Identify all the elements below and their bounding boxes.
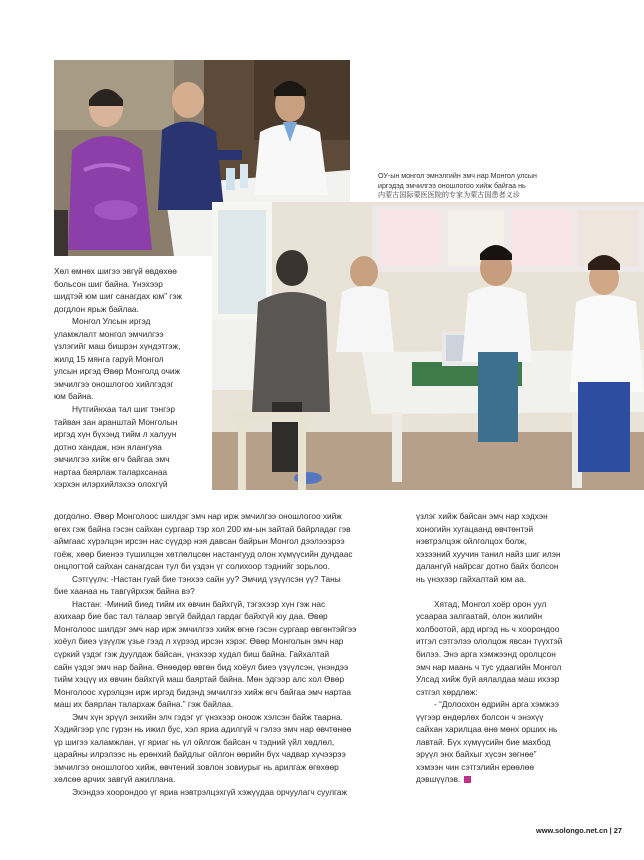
caption-line: ОУ-ын монгол эмнэлгийн эмч нар Монгол улсын xyxy=(378,172,537,180)
text-line: үр шигээ халамжлан, үг яриаг нь үл ойлгож байсан ч тэдний үйл хөдлөл, xyxy=(54,736,335,747)
text-line: догдлон ярьж байлаа. xyxy=(54,303,139,314)
text-line: Улсад хийж буй аялалдаа маш ихээр xyxy=(416,674,560,685)
text-line: Эмч хүн эрүүл энхийн элч гэдэг үг үнэхээр оноож хэлсэн байж таарна. xyxy=(72,711,343,722)
text-line: уламжлалт монгол эмчилгээ xyxy=(54,328,164,339)
caption-line: иргэдэд эмчилгээ оношлогоо хийж байгаа нь xyxy=(378,181,526,190)
text-line: үзлэг хийж байсан эмч нар хэдхэн xyxy=(416,511,548,521)
text-line: холбоотой, ард иргэд нь ч хоорондоо xyxy=(416,623,560,634)
text-line: хэмээн чин сэтгэлийн ерөөлөө xyxy=(416,761,534,772)
text-line: дэвшүүлэв. xyxy=(416,773,636,786)
text-line: Нүтгийнхаа тал шиг тэнгэр xyxy=(72,404,175,415)
text-line: хөлсөө арчих завгүй ажиллана. xyxy=(54,774,176,785)
text-line: сүркий үздэг гэж дуулдаж байсан, үнэхээр худал биш байна. Гайхалтай xyxy=(54,649,330,660)
text-line: больсон шиг байна. Үнэхээр xyxy=(54,278,163,289)
caption-line: 内蒙古国际蒙医医院的专家为蒙古国患者义诊 xyxy=(378,191,520,200)
text-line: Хятад, Монгол хоёр орон уул xyxy=(434,598,547,609)
text-line: шидтэй юм шиг санагдах юм” гэж xyxy=(54,291,183,302)
text-line: царайны илрэлээс нь ерөнхий байдлыг ойлгон өөрийн бүх чадвар хүчээрээ xyxy=(54,749,346,760)
photo-doctors-examining-patient xyxy=(212,202,644,490)
text-line: улсын иргэд Өвөр Монголд очиж xyxy=(54,366,181,377)
article-text-right-column xyxy=(416,510,636,786)
text-line: үзлэгийг маш бишрэн хүндэтгэж, xyxy=(54,341,181,352)
text-line: тайван зан аранштай Монголын xyxy=(54,416,178,427)
text-line: далангүй найрсаг дотно байх болсон xyxy=(416,561,559,572)
text-line: Хэдийгээр үлс гүрэн нь ижил бус, хэл яриа адилгүй ч гэлээ эмч нар өвчтөнөө xyxy=(54,724,352,735)
text-line: онцлогтой сайхан санагдсан тул би үздэн үг солихоор тэднийг зорьлоо. xyxy=(54,561,330,572)
text-line: Хөл өмнөх шигээ эвгүй өвдөхөө xyxy=(54,266,177,276)
text-line: Настан: -Миний биед тийм их өвчин байхгүй, тэгэхээр хүн гэж нас xyxy=(72,598,326,609)
text-line: ахихаар бие бас тал талаар эвгүй байдал гардаг байхгүй юу даа. Өвөр xyxy=(54,611,328,622)
text-line: нартаа баярлаж талархсанаа xyxy=(54,466,168,477)
text-line: бие хаанаа нь тавгүйрхэж байна вэ? xyxy=(54,586,195,597)
text-line: Эхэндээ хоорондоо үг яриа нэвтрэлцэхгүй хэжүүдаа орчуулагч суулгаж xyxy=(72,787,348,798)
text-line: сайхан харилцаа өнө мөнх орших нь xyxy=(416,724,558,735)
article-text-main-column xyxy=(54,510,400,799)
text-line: хоёул биеэ үзүүлж үзье гээд л хүрээд ирсэн хэрэг. Өвөр Монголын эмч нар xyxy=(54,636,344,647)
article-end-mark xyxy=(464,776,471,783)
text-line: жилд 15 мянга гаруй Монгол xyxy=(54,353,164,364)
text-line: өгөх гэж байна гэсэн сайхан сургаар тэр хол 200 км-ын зайтай байрладаг гэв xyxy=(54,523,351,534)
text-line: маш их баярлан талархаж байна.” гэж байлаа. xyxy=(54,699,234,710)
text-line: дотно хандаж, нэн ялангуяа xyxy=(54,441,162,452)
text-line: усаараа залгаатай, олон жилийн xyxy=(416,611,543,622)
text-line: тийм хэцүү их өвчин байхгүй маш баяртай байна. Мөн эдгээр алс хол Өвөр xyxy=(54,674,345,685)
text-line: эмчилгээ хийж өгч байгаа эмч xyxy=(54,454,170,465)
text-line: Монголоос шилдэг эмч нар ирж эмчилгээ хийж өгнө гэсэн сургаар өвгөнтэйгээ xyxy=(54,623,357,634)
text-line: сэтгэл хөрдлөж: xyxy=(416,686,478,697)
page-footer: www.solongo.net.cn | 27 xyxy=(536,826,622,835)
text-line: Монголоос хүрэлцэн ирж иргэд бидэнд эмчилгээ хийж өгч байгаа эмч нартаа xyxy=(54,686,352,697)
text-line: сайн үздэг эмч нар байна. Өнөөдөр өвгөн бид хоёул биеэ үзүүлсэн, үнэндээ xyxy=(54,661,349,672)
photo-caption xyxy=(378,172,578,201)
text-line: юм байна. xyxy=(54,391,94,402)
text-line: итгэл сэтгэлээ ололцож явсан түүхтэй xyxy=(416,636,563,647)
article-text-left-column xyxy=(54,265,210,491)
text-line: нэвтрэлцэж ойлголцох болж, xyxy=(416,536,527,547)
text-line: догдолно. Өвөр Монголоос шилдэг эмч нар ирж эмчилгээ оношлогоо хийж xyxy=(54,511,342,521)
text-line: аймгаас хүрэлцэн ирсэн нас сүүдэр нэя давсан байрын Монгол дээлэээрээ xyxy=(54,536,345,547)
text-line: Сэтгүүлч: -Настан гуай бие тэнхээ сайн уу? Эмчид үзүүлсэн үү? Таны xyxy=(72,573,341,584)
text-line: иргэд хүн бүхэнд тийм л халуун xyxy=(54,429,177,440)
text-line: лавтай. Бүх хүмүүсийн бие махбод xyxy=(416,736,551,747)
text-line: эмчилгээ оношлогоо хийлгэдэг xyxy=(54,378,174,389)
text-line: эмчилгээ оношлогоо хийж, өвчтений зовлон зовиурыг нь арилгаж өгөхөөр xyxy=(54,761,339,772)
text-line: үүгээр өндөрлөх болсон ч энэхүү xyxy=(416,711,544,722)
text-line: эмч нар маань ч тус удаагийн Монгол xyxy=(416,661,562,672)
text-line: хоногийн хугацаанд өвчтөнтэй xyxy=(416,523,534,534)
text-line: хэзээний хуучин танил найз шиг илэн xyxy=(416,548,561,559)
text-line: - “Долоохон өдрийн арга хэмжээ xyxy=(434,699,559,710)
text-line: билээ. Энэ арга хэмжээнд оролцсон xyxy=(416,649,556,660)
text-line: нь үнэхээр гайхалтай юм аа. xyxy=(416,573,527,584)
text-line: хэрхэн илэрхийлэхээ олохгүй xyxy=(54,479,168,490)
text-line: Монгол Улсын иргэд xyxy=(72,316,151,327)
text-line: гоёж, хөөр биенээ түшилцэн хөтлөлцсөн настангууд олон хүмүүсийн дундаас xyxy=(54,548,353,559)
text-line xyxy=(416,585,636,598)
text-line: эрүүл энх байхыг хүсэн зөгнөе” xyxy=(416,749,537,760)
